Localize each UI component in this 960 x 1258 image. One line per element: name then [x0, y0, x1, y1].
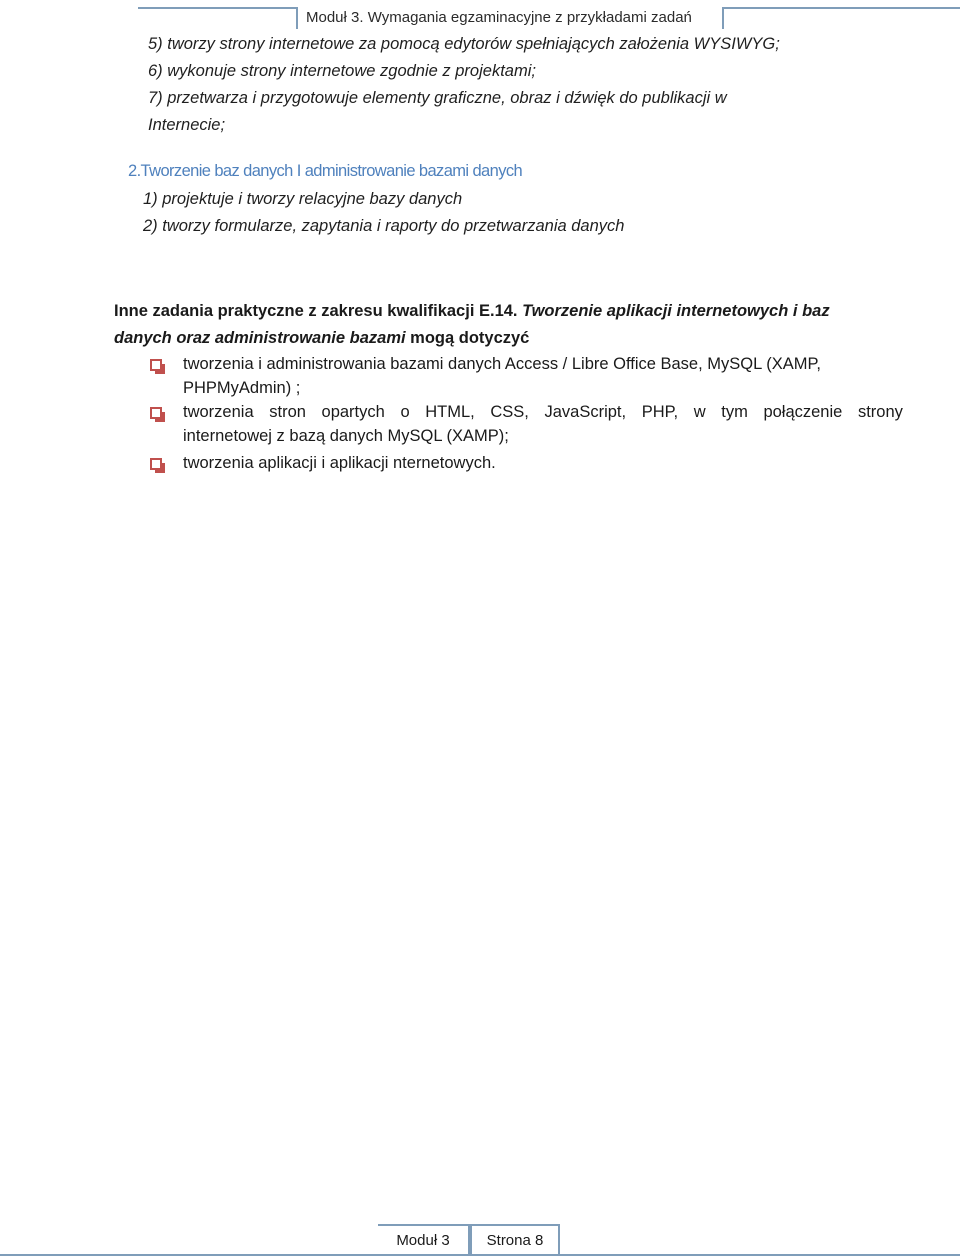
bullet-icon [150, 359, 162, 371]
section-heading: 2.Tworzenie baz danych I administrowanie bazami danych [128, 162, 523, 180]
tasks-intro-bold-tail: mogą dotyczyć [405, 329, 530, 347]
bullet-1-line2: PHPMyAdmin) ; [183, 379, 301, 397]
page-header-title: Moduł 3. Wymagania egzaminacyjne z przykładami zadań [306, 9, 692, 26]
list-item-7: 7) przetwarza i przygotowuje elementy graficzne, obraz i dźwięk do publikacji w [148, 89, 727, 107]
tasks-intro-line1 [114, 302, 830, 321]
bullet-2-word: w [693, 403, 706, 421]
bullet-2-line1 [183, 403, 903, 422]
bullet-2-word: o [400, 403, 410, 421]
bullet-2-word: stron [269, 403, 306, 421]
list-item-5: 5) tworzy strony internetowe za pomocą edytorów spełniających założenia WYSIWYG; [148, 35, 780, 53]
bullet-2-word: PHP, [641, 403, 679, 421]
footer-rule [0, 1254, 960, 1256]
bullet-2-word: tym [721, 403, 748, 421]
bullet-2-word: opartych [321, 403, 385, 421]
bullet-2-word: CSS, [490, 403, 529, 421]
bullet-icon [150, 407, 162, 419]
bullet-1-line1: tworzenia i administrowania bazami danych Access / Libre Office Base, MySQL (XAMP, [183, 355, 821, 373]
bullet-icon [150, 458, 162, 470]
bullet-2-word: JavaScript, [544, 403, 627, 421]
tasks-intro-line2 [114, 329, 529, 348]
tasks-intro-bold-italic-1: Tworzenie aplikacji internetowych i baz [522, 302, 830, 320]
bullet-3-line1: tworzenia aplikacji i aplikacji nternetowych. [183, 454, 496, 472]
bullet-2-word: HTML, [425, 403, 475, 421]
footer-module: Moduł 3 [378, 1224, 470, 1254]
header-rule-right [722, 7, 960, 29]
section-item-1: 1) projektuje i tworzy relacyjne bazy danych [143, 190, 463, 208]
footer-page-number: Strona 8 [470, 1224, 560, 1254]
section-item-2: 2) tworzy formularze, zapytania i raporty do przetwarzania danych [143, 217, 625, 235]
list-item-6: 6) wykonuje strony internetowe zgodnie z projektami; [148, 62, 536, 80]
list-item-7-continuation: Internecie; [148, 116, 226, 134]
tasks-intro-bold: Inne zadania praktyczne z zakresu kwalifikacji E.14. [114, 302, 523, 320]
tasks-intro-bold-italic-2: danych oraz administrowanie bazami [114, 329, 406, 347]
bullet-2-word: połączenie [763, 403, 843, 421]
bullet-2-word: tworzenia [183, 403, 254, 421]
header-rule-left [138, 7, 298, 29]
bullet-2-line2: internetowej z bazą danych MySQL (XAMP); [183, 427, 509, 445]
bullet-2-word: strony [857, 403, 903, 421]
